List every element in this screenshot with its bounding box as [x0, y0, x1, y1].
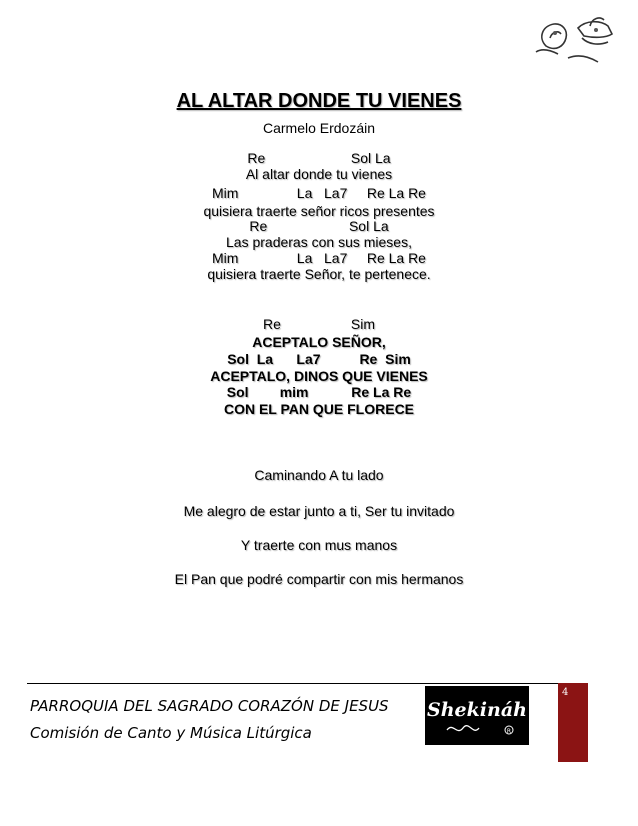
lyric-line: quisiera traerte señor ricos presentes [203, 203, 435, 219]
page-number: 4 [562, 687, 569, 698]
chord-line: Sol mim Re La Re [226, 384, 412, 400]
lyric-line: CON EL PAN QUE FLORECE [223, 401, 415, 417]
chord-line: Mim La La7 Re La Re [212, 250, 426, 266]
lyric-line: Me alegro de estar junto a ti, Ser tu invitado [183, 503, 455, 519]
shekinah-logo [425, 686, 529, 745]
lyric-line: Al altar donde tu vienes [245, 166, 393, 182]
logo-text: Shekináh [427, 699, 527, 721]
lyric-line: Caminando A tu lado [254, 467, 384, 483]
lyric-line: ACEPTALO, DINOS QUE VIENES [210, 368, 428, 384]
chord-line: Re Sol La [247, 150, 391, 166]
lyric-line: ACEPTALO SEÑOR, [252, 334, 386, 350]
chord-line: Re Sol La [249, 218, 389, 234]
lyric-line: Las praderas con sus mieses, [226, 234, 412, 250]
chord-line: Re Sim [262, 316, 376, 332]
chord-line: Sol La La7 Re Sim [227, 351, 411, 367]
hands-offering-bread-icon [528, 8, 620, 70]
lyric-line: quisiera traerte Señor, te pertenece. [207, 266, 431, 282]
commission-name: Comisión de Canto y Música Litúrgica [30, 724, 312, 742]
lyric-line: El Pan que podré compartir con mis hermanos [174, 571, 464, 587]
chord-line: Mim La La7 Re La Re [212, 185, 426, 201]
lyric-line: Y traerte con mus manos [240, 537, 398, 553]
song-title: AL ALTAR DONDE TU VIENES [176, 90, 462, 112]
song-author: Carmelo Erdozáin [262, 120, 376, 136]
parish-name: PARROQUIA DEL SAGRADO CORAZÓN DE JESUS [30, 697, 389, 715]
footer-divider [27, 683, 558, 684]
page-number-box [558, 683, 588, 762]
svg-text:R: R [506, 728, 512, 735]
